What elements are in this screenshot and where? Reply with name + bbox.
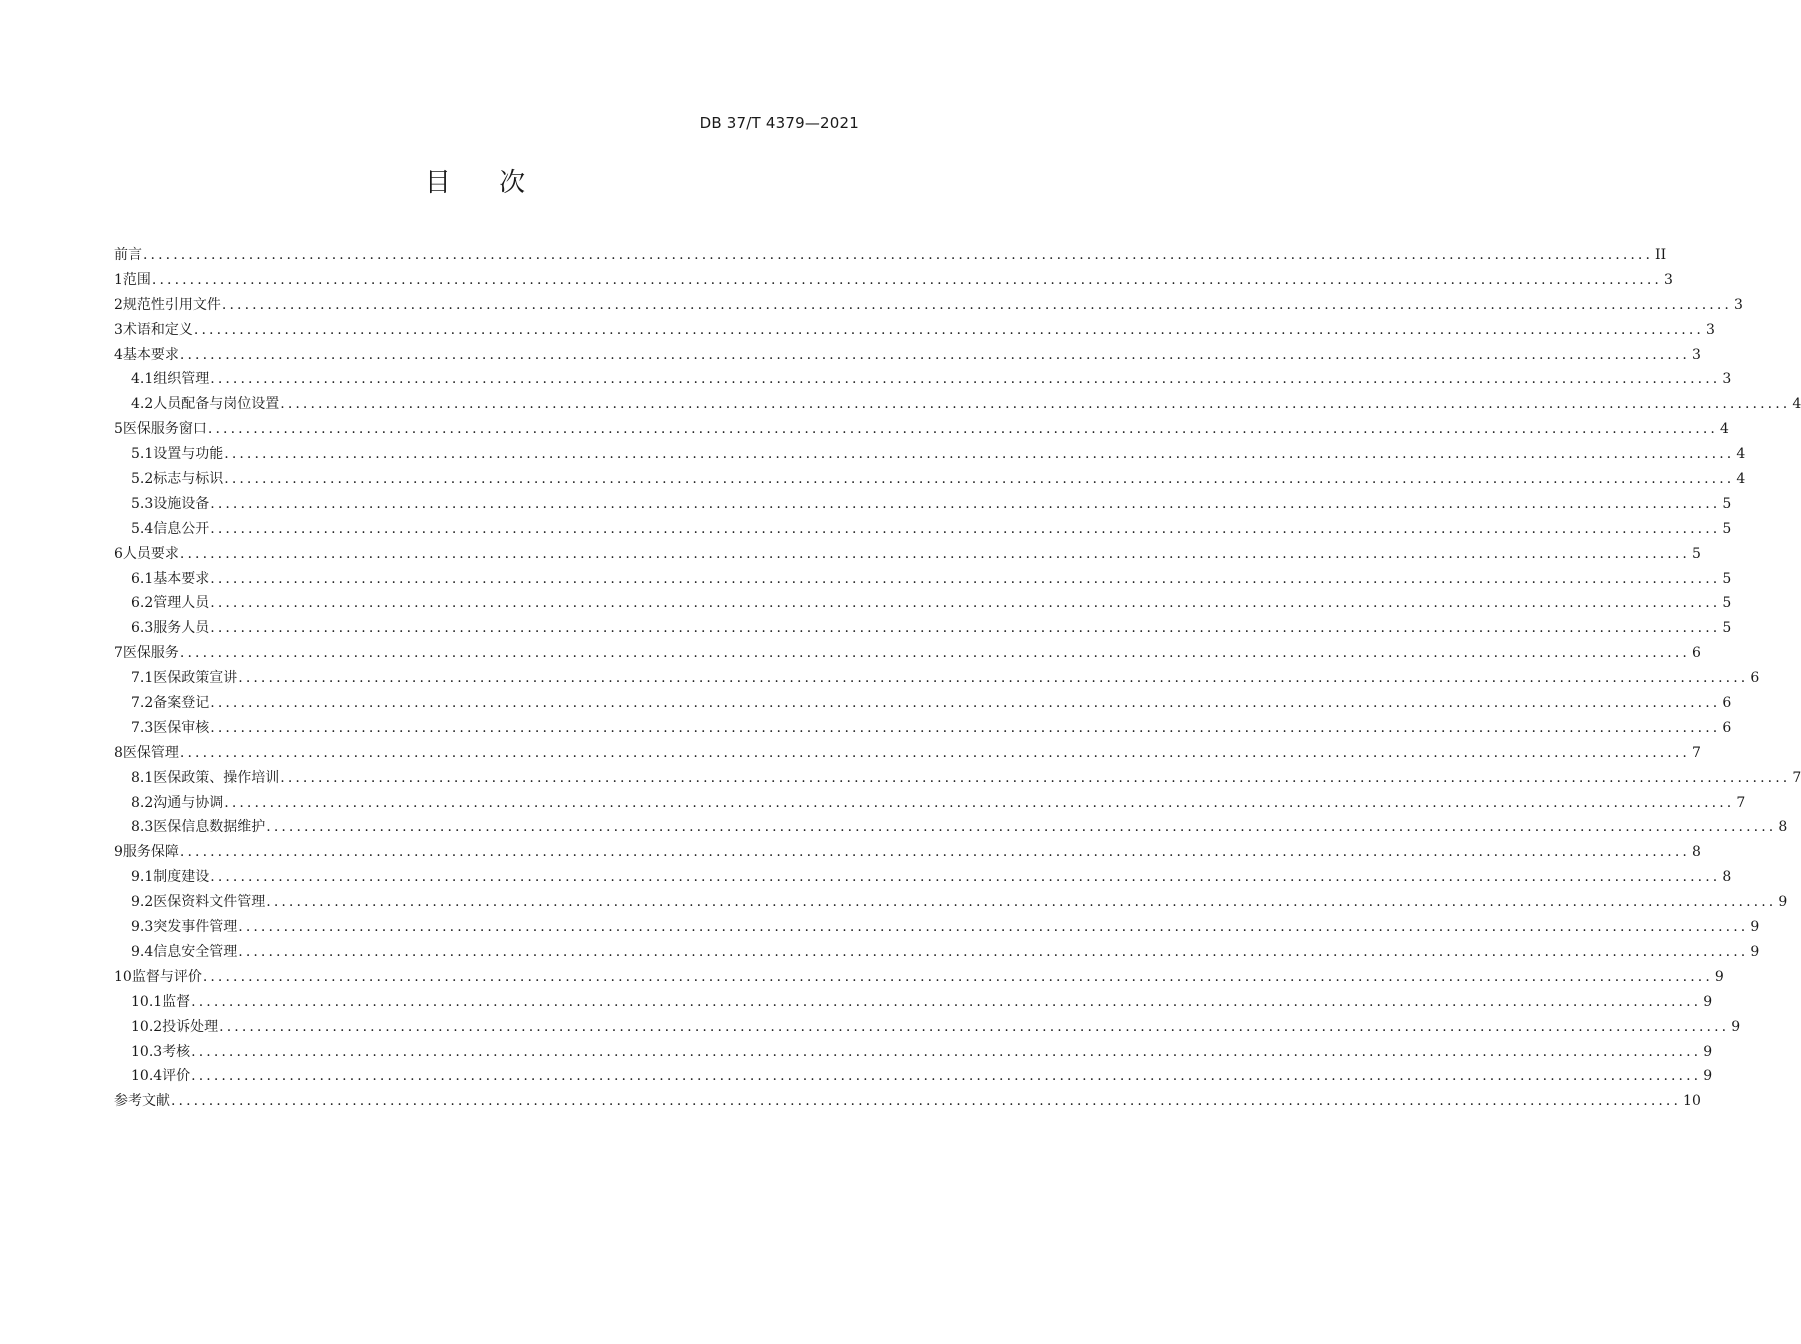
toc-entry-page: 3 [1705,321,1715,338]
toc-entry[interactable] [114,815,1788,840]
toc-entry-page: 6 [1691,645,1701,662]
toc-entry-title: 医保政策、操作培训 [153,769,280,786]
toc-entry-number: 9 [114,844,123,861]
toc-entry-number: 10.3 [131,1043,163,1060]
toc-entry-page: 8 [1778,819,1788,836]
toc-entry-number: 6.1 [131,570,154,587]
toc-entry-title: 医保政策宣讲 [153,670,238,687]
toc-entry-page: 9 [1703,1043,1713,1060]
toc-entry[interactable] [114,392,1801,417]
toc-entry[interactable] [114,915,1760,940]
toc-entry-page: 4 [1792,396,1801,413]
toc-dot-leader: ........................................................................................................................................................................................................ [266,819,1777,836]
toc-entry[interactable] [114,741,1701,766]
toc-entry-title: 医保审核 [153,719,210,736]
toc-entry[interactable] [114,1040,1713,1065]
toc-entry-title: 人员要求 [122,545,179,562]
toc-entry-title: 组织管理 [153,371,210,388]
toc-entry-page: 9 [1714,968,1724,985]
toc-entry-title: 参考文献 [114,1093,170,1110]
toc-entry-number: 10.4 [131,1068,163,1085]
toc-entry-page: 7 [1691,744,1701,761]
toc-entry[interactable] [114,1089,1701,1114]
toc-entry-page: 5 [1722,520,1732,537]
toc-entry-page: 4 [1719,421,1729,438]
toc-dot-leader: ........................................................................................................................................................................................................ [179,545,1690,562]
toc-entry-page: 7 [1736,794,1746,811]
toc-dot-leader: ........................................................................................................................................................................................................ [238,919,1749,936]
toc-dot-leader: ........................................................................................................................................................................................................ [179,645,1690,662]
toc-entry-number: 6 [114,545,123,562]
toc-dot-leader: ........................................................................................................................................................................................................ [210,570,1721,587]
toc-dot-leader: ........................................................................................................................................................................................................ [210,719,1721,736]
toc-entry-number: 4.1 [131,371,154,388]
toc-entry-page: 9 [1731,1018,1741,1035]
toc-dot-leader: ........................................................................................................................................................................................................ [210,695,1721,712]
toc-entry-title: 评价 [162,1068,191,1085]
toc-entry-page: 6 [1750,670,1760,687]
toc-entry-number: 6.3 [131,620,154,637]
toc-entry[interactable] [114,417,1729,442]
toc-entry[interactable] [114,542,1701,567]
toc-entry-page: 3 [1663,271,1673,288]
toc-entry[interactable] [114,766,1801,791]
toc-entry-title: 范围 [122,271,151,288]
toc-entry-title: 人员配备与岗位设置 [153,396,280,413]
toc-dot-leader: ........................................................................................................................................................................................................ [238,670,1749,687]
toc-entry-title: 医保管理 [122,744,179,761]
toc-title: 目 次 [424,168,546,198]
toc-dot-leader: ........................................................................................................................................................................................................ [207,421,1718,438]
toc-entry[interactable] [114,641,1701,666]
toc-entry-number: 5.3 [131,495,154,512]
toc-entry-title: 医保服务窗口 [122,421,207,438]
toc-entry-page: 3 [1722,371,1732,388]
toc-entry-number: 9.4 [131,943,154,960]
toc-entry-title: 制度建设 [153,869,210,886]
toc-entry-number: 4.2 [131,396,154,413]
toc-entry-page: 9 [1778,894,1788,911]
toc-entry-number: 8.2 [131,794,154,811]
toc-entry[interactable] [114,965,1724,990]
toc-entry-number: 5.4 [131,520,154,537]
toc-entry-number: 2 [114,296,123,313]
toc-entry-page: 5 [1722,570,1732,587]
toc-entry-title: 前言 [114,247,142,263]
toc-entry-page: 4 [1736,446,1746,463]
toc-entry-page: 6 [1722,695,1732,712]
toc-dot-leader: ........................................................................................................................................................................................................ [179,744,1690,761]
toc-entry-title: 术语和定义 [122,321,193,338]
toc-entry-title: 医保服务 [122,645,179,662]
toc-dot-leader: ........................................................................................................................................................................................................ [171,1093,1682,1110]
toc-entry[interactable] [114,467,1746,492]
toc-entry-title: 监督与评价 [131,968,202,985]
toc-entry-number: 9.3 [131,919,154,936]
toc-dot-leader: ........................................................................................................................................................................................................ [210,371,1721,388]
toc-entry-number: 10.2 [131,1018,163,1035]
toc-entry-title: 监督 [162,993,191,1010]
toc-dot-leader: ........................................................................................................................................................................................................ [143,247,1654,263]
toc-entry-page: 5 [1722,620,1732,637]
toc-entry-number: 8.1 [131,769,154,786]
toc-entry-number: 7.3 [131,719,154,736]
toc-entry[interactable] [114,567,1732,592]
toc-entry-title: 信息公开 [153,520,210,537]
toc-entry[interactable] [114,840,1701,865]
toc-entry-title: 备案登记 [153,695,210,712]
toc-entry-number: 10.1 [131,993,163,1010]
toc-entry[interactable] [114,442,1746,467]
toc-entry-title: 设施设备 [153,495,210,512]
toc-entry[interactable] [114,940,1760,965]
toc-dot-leader: ........................................................................................................................................................................................................ [202,968,1713,985]
toc-entry[interactable] [114,591,1732,616]
toc-entry-number: 9.1 [131,869,154,886]
toc-entry-page: 3 [1733,296,1743,313]
toc-entry-page: 5 [1722,595,1732,612]
toc-entry[interactable] [114,890,1788,915]
toc-entry-page: 10 [1683,1093,1701,1110]
toc-entry-title: 沟通与协调 [153,794,224,811]
toc-entry[interactable] [114,691,1732,716]
toc-entry-page: 5 [1691,545,1701,562]
toc-entry-title: 信息安全管理 [153,943,238,960]
toc-entry-page: 6 [1722,719,1732,736]
toc-dot-leader: ........................................................................................................................................................................................................ [266,894,1777,911]
toc-dot-leader: ........................................................................................................................................................................................................ [221,296,1732,313]
toc-dot-leader: ........................................................................................................................................................................................................ [224,446,1735,463]
toc-entry-page: 9 [1750,919,1760,936]
toc-entry-number: 5.2 [131,471,154,488]
toc-entry-number: 7.2 [131,695,154,712]
toc-entry[interactable] [114,517,1732,542]
toc-entry-number: 8.3 [131,819,154,836]
toc-entry[interactable] [114,268,1673,293]
toc-entry-number: 10 [114,968,132,985]
toc-entry-title: 突发事件管理 [153,919,238,936]
toc-dot-leader: ........................................................................................................................................................................................................ [210,595,1721,612]
toc-dot-leader: ........................................................................................................................................................................................................ [210,520,1721,537]
toc-entry-number: 1 [114,271,123,288]
toc-dot-leader: ........................................................................................................................................................................................................ [224,794,1735,811]
toc-entry-title: 规范性引用文件 [122,296,221,313]
toc-dot-leader: ........................................................................................................................................................................................................ [210,495,1721,512]
toc-entry-title: 投诉处理 [162,1018,219,1035]
toc-entry[interactable] [114,990,1713,1015]
toc-entry[interactable] [114,1064,1713,1089]
toc-entry-page: 9 [1703,1068,1713,1085]
toc-entry-number: 6.2 [131,595,154,612]
toc-entry[interactable] [114,367,1732,392]
toc-entry-page: 9 [1703,993,1713,1010]
toc-entry-number: 7 [114,645,123,662]
toc-entry[interactable] [114,318,1715,343]
toc-entry-page: 3 [1691,346,1701,363]
toc-entry[interactable] [114,293,1743,318]
toc-entry-page: II [1655,247,1667,263]
toc-entry-title: 基本要求 [153,570,210,587]
toc-entry[interactable] [114,616,1732,641]
table-of-contents [114,243,1801,1114]
toc-entry[interactable] [114,716,1732,741]
toc-entry-title: 标志与标识 [153,471,224,488]
toc-entry-title: 设置与功能 [153,446,224,463]
toc-entry[interactable] [114,666,1760,691]
toc-entry[interactable] [114,492,1732,517]
toc-entry-number: 5 [114,421,123,438]
toc-dot-leader: ........................................................................................................................................................................................................ [210,869,1721,886]
toc-dot-leader: ........................................................................................................................................................................................................ [151,271,1662,288]
toc-dot-leader: ........................................................................................................................................................................................................ [238,943,1749,960]
toc-entry-page: 5 [1722,495,1732,512]
toc-dot-leader: ........................................................................................................................................................................................................ [210,620,1721,637]
toc-entry-title: 医保资料文件管理 [153,894,266,911]
toc-entry-page: 4 [1736,471,1746,488]
toc-dot-leader: ........................................................................................................................................................................................................ [224,471,1735,488]
toc-entry[interactable] [114,243,1667,268]
document-code: DB 37/T 4379—2021 [699,114,859,132]
toc-dot-leader: ........................................................................................................................................................................................................ [179,346,1690,363]
toc-entry-page: 8 [1722,869,1732,886]
toc-entry[interactable] [114,343,1701,368]
toc-entry-number: 4 [114,346,123,363]
toc-entry-number: 7.1 [131,670,154,687]
toc-dot-leader: ........................................................................................................................................................................................................ [280,769,1791,786]
toc-entry-title: 医保信息数据维护 [153,819,266,836]
toc-entry-number: 3 [114,321,123,338]
toc-dot-leader: ........................................................................................................................................................................................................ [193,321,1704,338]
toc-entry-title: 基本要求 [122,346,179,363]
toc-dot-leader: ........................................................................................................................................................................................................ [191,1043,1702,1060]
toc-dot-leader: ........................................................................................................................................................................................................ [179,844,1690,861]
toc-entry[interactable] [114,791,1746,816]
toc-entry-page: 9 [1750,943,1760,960]
toc-dot-leader: ........................................................................................................................................................................................................ [191,1068,1702,1085]
toc-entry[interactable] [114,865,1732,890]
toc-entry-title: 考核 [162,1043,191,1060]
toc-entry-title: 服务人员 [153,620,210,637]
toc-entry-title: 管理人员 [153,595,210,612]
toc-entry-number: 8 [114,744,123,761]
toc-entry-page: 7 [1792,769,1801,786]
toc-dot-leader: ........................................................................................................................................................................................................ [191,993,1702,1010]
toc-entry-number: 9.2 [131,894,154,911]
toc-entry-title: 服务保障 [122,844,179,861]
toc-entry-number: 5.1 [131,446,154,463]
toc-entry-page: 8 [1691,844,1701,861]
toc-entry[interactable] [114,1015,1741,1040]
toc-dot-leader: ........................................................................................................................................................................................................ [219,1018,1730,1035]
toc-dot-leader: ........................................................................................................................................................................................................ [280,396,1791,413]
